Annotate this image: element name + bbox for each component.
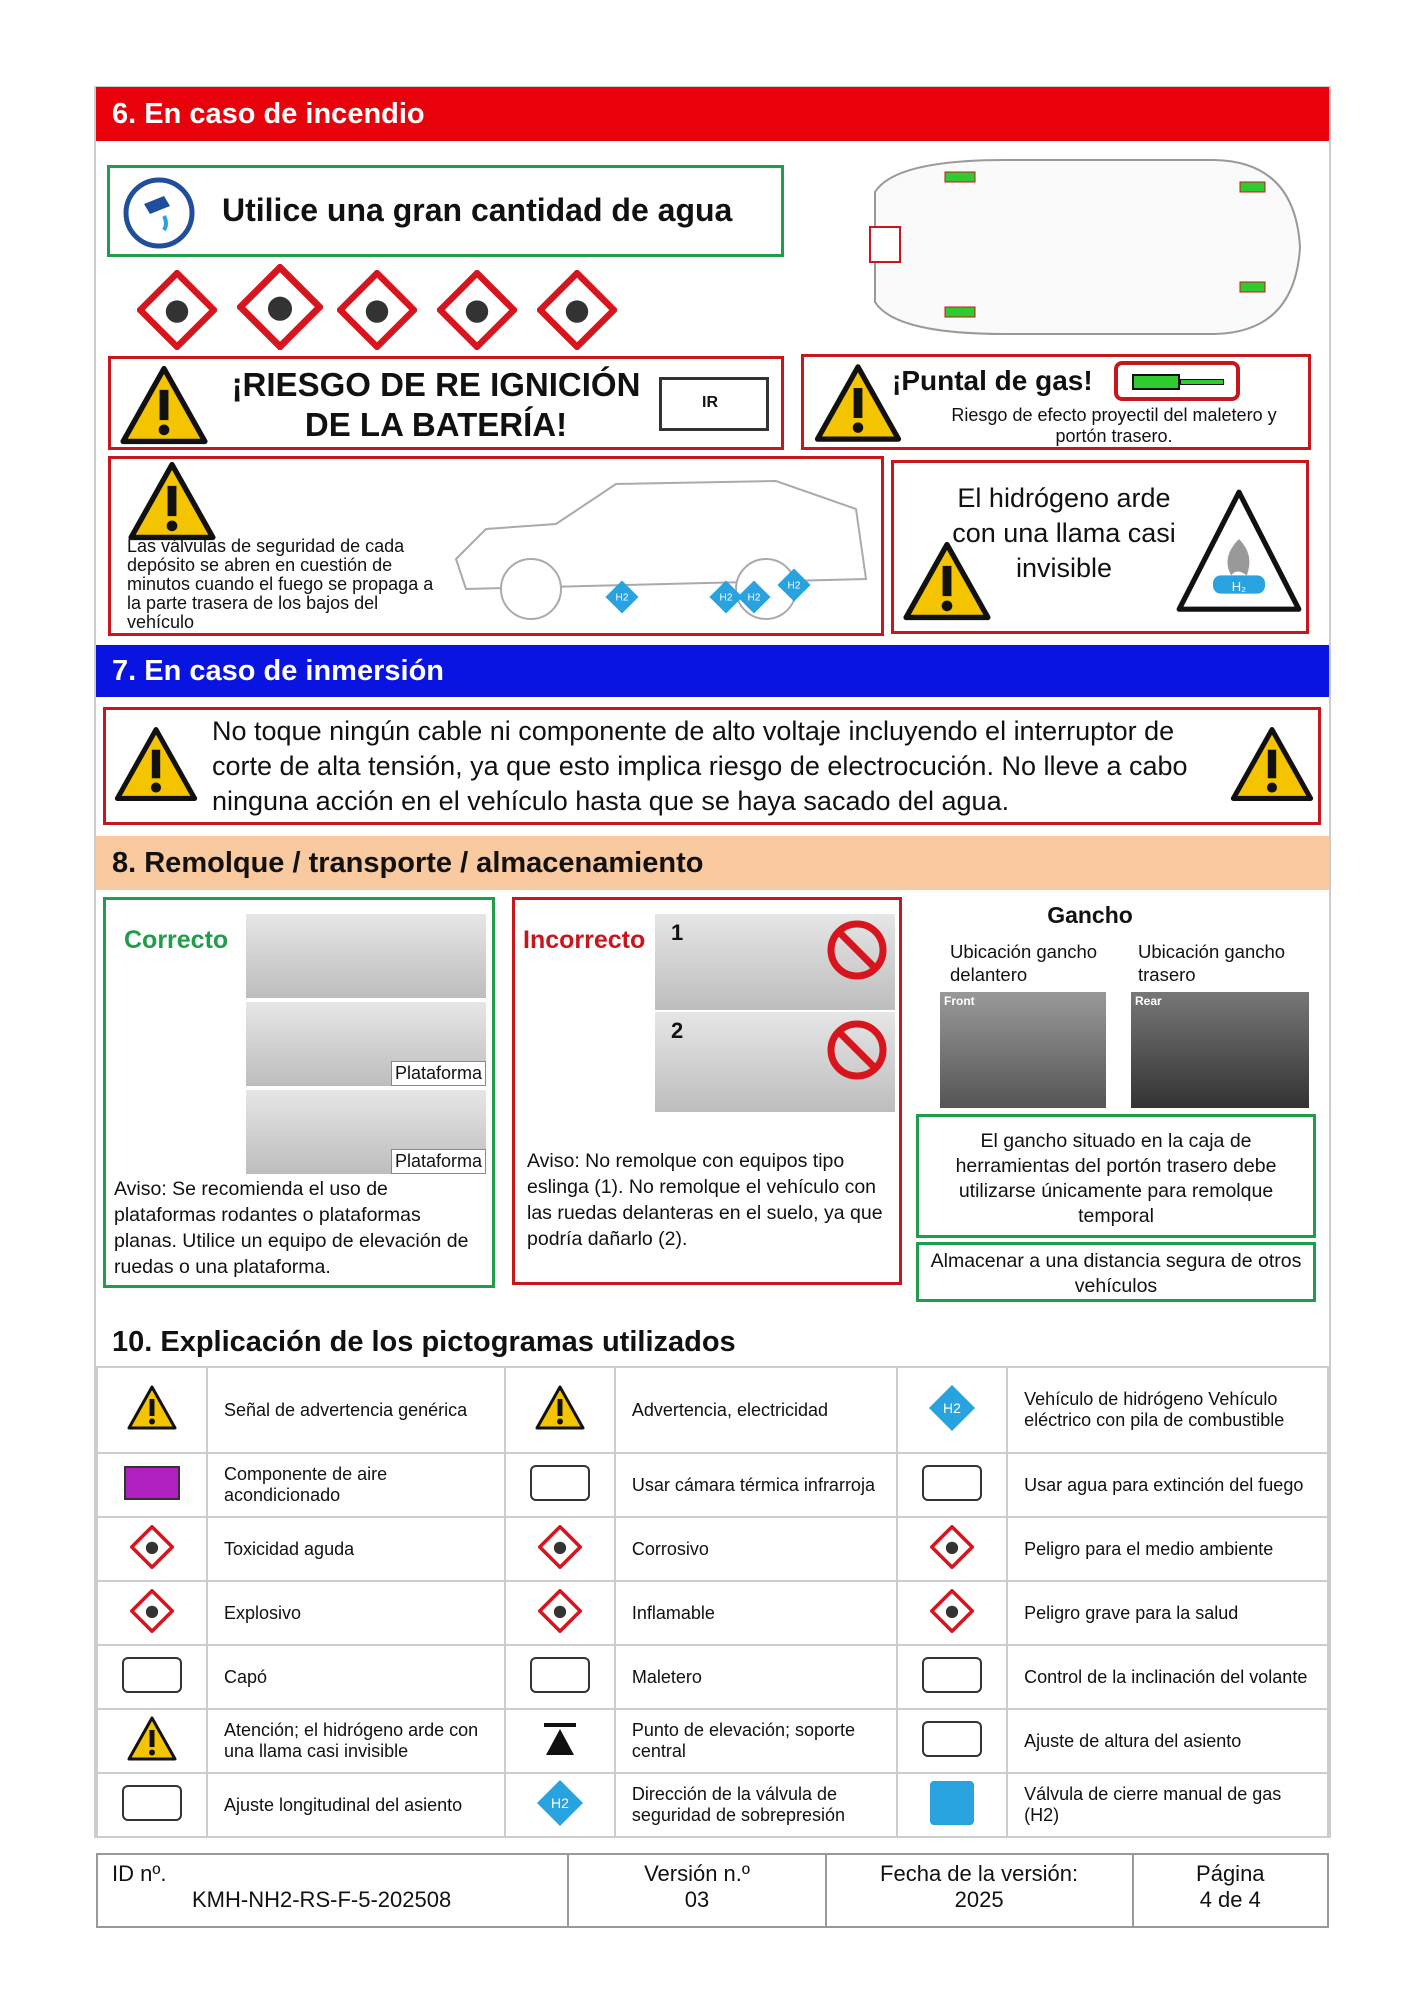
pictogram-description: Ajuste de altura del asiento (1007, 1709, 1328, 1773)
pictogram-description: Vehículo de hidrógeno Vehículo eléctrico con pila de combustible (1007, 1367, 1328, 1453)
hydrogen-flame-icon (97, 1709, 207, 1773)
front-hook-image (940, 992, 1106, 1108)
pictogram-description: Explosivo (207, 1581, 505, 1645)
hydrogen-text: El hidrógeno arde con una llama casi invisible (952, 483, 1176, 583)
warning-icon (127, 461, 217, 541)
warning-icon (97, 1367, 207, 1453)
safety-valves-box (108, 456, 884, 636)
pictogram-table (96, 1366, 1329, 1838)
health-hazard-icon (237, 264, 323, 350)
water-text: Utilice una gran cantidad de agua (222, 192, 733, 228)
case-2-number: 2 (671, 1018, 684, 1043)
section-10-header: 10. Explicación de los pictogramas utilizados (112, 1325, 736, 1358)
immersion-warning-box (103, 707, 1321, 825)
section-8-header: 8. Remolque / transporte / almacenamiento (96, 836, 1329, 890)
page-label: Página (1196, 1861, 1265, 1886)
incorrect-label: Incorrecto (523, 926, 646, 954)
table-row (97, 1645, 1328, 1709)
hydrogen-flame-box (891, 460, 1309, 634)
sling-tow-image (655, 914, 895, 1010)
correct-label: Correcto (124, 926, 229, 954)
table-row (97, 1367, 1328, 1453)
pictogram-description: Dirección de la válvula de seguridad de sobrepresión (615, 1773, 897, 1837)
rear-label: Rear (1135, 994, 1162, 1008)
gas-shutoff-valve-icon (897, 1773, 1007, 1837)
rear-hook-image (1131, 992, 1309, 1108)
incorrect-note: Aviso: No remolque con equipos tipo eslinga (1). No remolque el vehículo con las ruedas delanteras en el suelo, ya que podría dañarlo (2). (527, 1150, 883, 1250)
flammable-icon (505, 1581, 615, 1645)
version-value: 03 (684, 1887, 710, 1912)
pictogram-description: Válvula de cierre manual de gas (H2) (1007, 1773, 1328, 1837)
flammable-icon (137, 270, 217, 350)
gas-strut-box (801, 354, 1311, 450)
pictogram-description: Corrosivo (615, 1517, 897, 1581)
pictogram-description: Señal de advertencia genérica (207, 1367, 505, 1453)
incorrect-towing-box (512, 897, 902, 1285)
hook-title: Gancho (1047, 902, 1133, 928)
environment-hazard-icon (897, 1517, 1007, 1581)
pictogram-description: Advertencia, electricidad (615, 1367, 897, 1453)
gas-strut-text: Riesgo de efecto proyectil del maletero y portón trasero. (951, 405, 1277, 446)
warning-icon (814, 363, 902, 443)
flatbed-tow-image (246, 914, 486, 998)
table-row (97, 1709, 1328, 1773)
pictogram-description: Ajuste longitudinal del asiento (207, 1773, 505, 1837)
footer-page (1134, 1855, 1327, 1926)
correct-towing-box (103, 897, 495, 1288)
hydrogen-flame-icon (1174, 487, 1304, 617)
warning-icon (114, 726, 198, 802)
platform-label: Plataforma (391, 1149, 486, 1174)
correct-note: Aviso: Se recomienda el uso de plataformas rodantes o plataformas planas. Utilice un equipo de elevación de ruedas o una plataforma. (114, 1178, 469, 1278)
warning-icon (902, 541, 992, 621)
pressure-valve-direction-icon (505, 1773, 615, 1837)
toxic-icon (97, 1517, 207, 1581)
electricity-warning-icon (505, 1367, 615, 1453)
pictogram-description: Atención; el hidrógeno arde con una llama casi invisible (207, 1709, 505, 1773)
reignition-text: ¡RIESGO DE RE IGNICIÓN DE LA BATERÍA! (231, 366, 641, 443)
explosive-icon (97, 1581, 207, 1645)
front-hook-label: Ubicación gancho delantero (950, 941, 1098, 985)
prohibited-icon (825, 918, 889, 982)
pictogram-description: Toxicidad aguda (207, 1517, 505, 1581)
pictogram-description: Componente de aire acondicionado (207, 1453, 505, 1517)
footer-version (569, 1855, 826, 1926)
corrosive-icon (437, 270, 517, 350)
version-label: Versión n.º (644, 1861, 750, 1886)
health-hazard-icon (897, 1581, 1007, 1645)
footer (96, 1853, 1329, 1928)
infrared-camera-icon (505, 1453, 615, 1517)
footer-id (98, 1855, 569, 1926)
prohibited-icon (825, 1018, 889, 1082)
front-wheels-ground-image (655, 1012, 895, 1112)
section-7-header: 7. En caso de inmersión (96, 645, 1329, 697)
explosive-icon (537, 270, 617, 350)
pictogram-description: Capó (207, 1645, 505, 1709)
trunk-icon (505, 1645, 615, 1709)
front-label: Front (944, 994, 975, 1008)
water-extinguish-icon (897, 1453, 1007, 1517)
battery-reignition-box (108, 356, 784, 450)
warning-icon (119, 365, 209, 445)
case-1-number: 1 (671, 920, 684, 945)
hood-icon (97, 1645, 207, 1709)
water-box (107, 165, 784, 257)
lift-point-icon (505, 1709, 615, 1773)
pictogram-description: Control de la inclinación del volante (1007, 1645, 1328, 1709)
date-label: Fecha de la versión: (880, 1861, 1079, 1886)
valves-text: Las válvulas de seguridad de cada depósito se abren en cuestión de minutos cuando el fuego se propaga a la parte trasera de los bajos del vehículo (127, 536, 434, 632)
seat-slide-icon (97, 1773, 207, 1837)
date-value: 2025 (954, 1887, 1004, 1912)
table-row (97, 1773, 1328, 1837)
storage-note-box: Almacenar a una distancia segura de otros vehículos (916, 1242, 1316, 1302)
seat-height-icon (897, 1709, 1007, 1773)
gas-strut-title: ¡Puntal de gas! (892, 365, 1093, 396)
platform-label: Plataforma (391, 1061, 486, 1086)
section-6-header: 6. En caso de incendio (96, 87, 1329, 141)
pictogram-description: Usar agua para extinción del fuego (1007, 1453, 1328, 1517)
water-extinguish-icon (122, 176, 196, 250)
toxic-icon (337, 270, 417, 350)
pictogram-description: Maletero (615, 1645, 897, 1709)
corrosive-icon (505, 1517, 615, 1581)
immersion-text: No toque ningún cable ni componente de alto voltaje incluyendo el interruptor de corte de alta tensión, ya que esto implica riesgo de electrocución. No lleve a cabo ninguna acción en el vehículo hasta que se haya sacado del agua. (212, 716, 1188, 816)
hook-note-box: El gancho situado en la caja de herramientas del portón trasero debe utilizarse únicamente para remolque temporal (916, 1114, 1316, 1238)
h2-label: H₂ (1231, 579, 1247, 594)
table-row (97, 1581, 1328, 1645)
pictogram-description: Inflamable (615, 1581, 897, 1645)
table-row (97, 1453, 1328, 1517)
wheel-dolly-image (246, 1090, 486, 1174)
pictogram-description: Usar cámara térmica infrarroja (615, 1453, 897, 1517)
footer-date (827, 1855, 1134, 1926)
steering-tilt-icon (897, 1645, 1007, 1709)
infrared-camera-icon: IR (659, 377, 769, 431)
pictogram-description: Peligro grave para la salud (1007, 1581, 1328, 1645)
car-side-view-image (446, 469, 876, 629)
air-conditioning-icon (97, 1453, 207, 1517)
warning-icon (1230, 726, 1314, 802)
id-label: ID nº. (112, 1861, 167, 1886)
hydrogen-vehicle-icon (897, 1367, 1007, 1453)
pictogram-description: Peligro para el medio ambiente (1007, 1517, 1328, 1581)
wheel-lift-platform-image (246, 1002, 486, 1086)
id-value: KMH-NH2-RS-F-5-202508 (192, 1887, 452, 1912)
pictogram-description: Punto de elevación; soporte central (615, 1709, 897, 1773)
table-row (97, 1517, 1328, 1581)
car-top-view-image (855, 152, 1305, 342)
rear-hook-label: Ubicación gancho trasero (1138, 941, 1286, 985)
page-value: 4 de 4 (1199, 1887, 1261, 1912)
gas-strut-icon (1114, 361, 1240, 401)
